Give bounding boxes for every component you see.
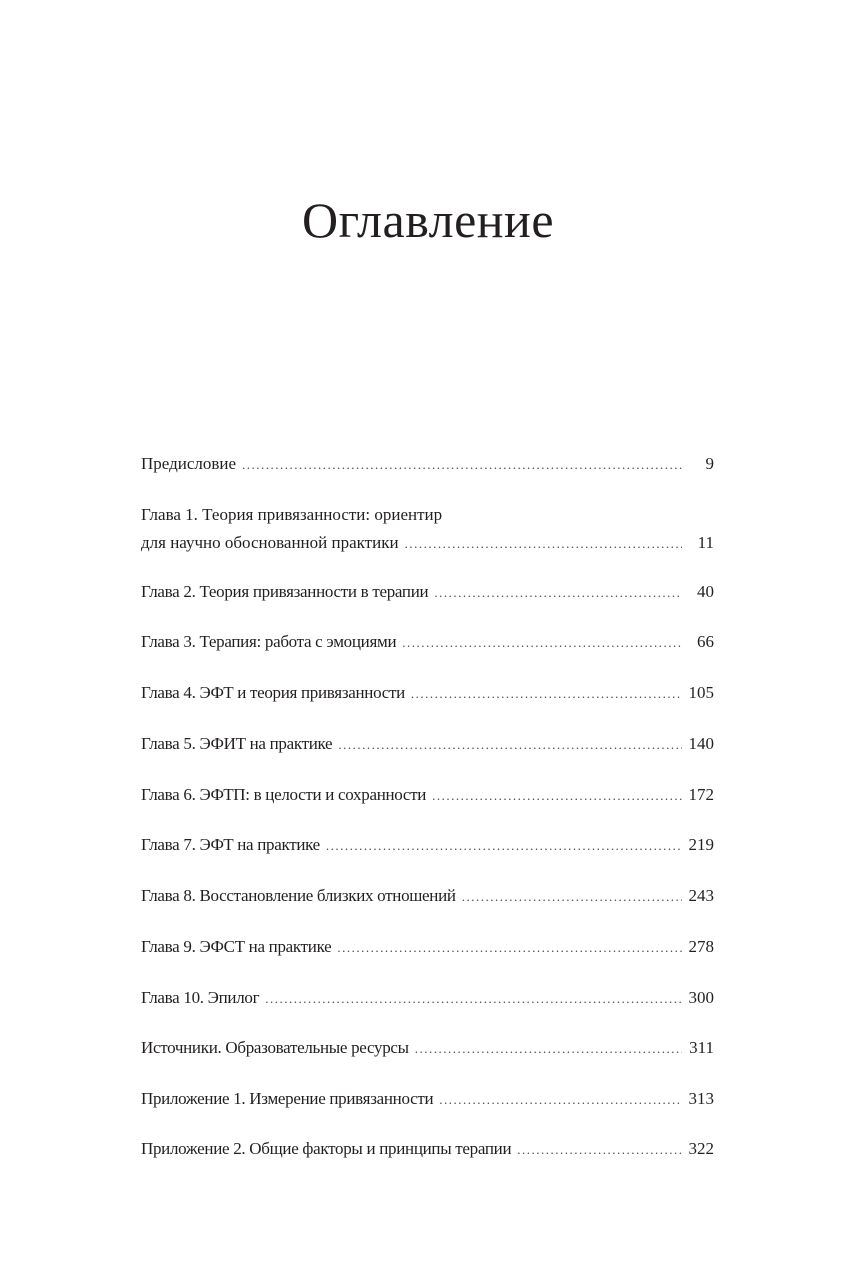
toc-leader-dots bbox=[439, 1086, 682, 1114]
toc-leader-dots bbox=[517, 1136, 682, 1164]
toc-entry-label: Глава 3. Терапия: работа с эмоциями bbox=[141, 632, 397, 651]
toc-entry-label: Глава 6. ЭФТП: в целости и сохранности bbox=[141, 785, 427, 804]
toc-entry-chapter-6[interactable] bbox=[141, 781, 714, 809]
toc-entry-label: Глава 8. Восстановление близких отношений bbox=[141, 886, 456, 905]
toc-entry-label: Приложение 1. Измерение привязанности bbox=[141, 1089, 434, 1108]
toc-page-number: 11 bbox=[697, 533, 714, 552]
toc-entry-chapter-8[interactable] bbox=[141, 882, 714, 910]
toc-entry-label: Глава 10. Эпилог bbox=[141, 988, 260, 1007]
toc-leader-dots bbox=[415, 1035, 682, 1063]
toc-entry-label: Приложение 2. Общие факторы и принципы терапии bbox=[141, 1139, 512, 1158]
toc-entry-label: Глава 7. ЭФТ на практике bbox=[141, 835, 320, 854]
toc-entry-appendix-1[interactable] bbox=[141, 1085, 714, 1113]
toc-leader-dots bbox=[405, 530, 682, 558]
toc-page-number: 322 bbox=[688, 1139, 714, 1158]
toc-entry-preface[interactable] bbox=[141, 450, 714, 478]
toc-leader-dots bbox=[337, 934, 682, 962]
toc-entry-sources[interactable] bbox=[141, 1034, 714, 1062]
toc-leader-dots bbox=[338, 731, 682, 759]
toc-page-number: 105 bbox=[688, 683, 714, 702]
toc-page-number: 140 bbox=[688, 734, 714, 753]
toc-entry-label: Глава 5. ЭФИТ на практике bbox=[141, 734, 333, 753]
toc-page-number: 278 bbox=[688, 937, 714, 956]
toc-page-number: 243 bbox=[688, 886, 714, 905]
toc-page-number: 300 bbox=[688, 988, 714, 1007]
toc-entry-chapter-9[interactable] bbox=[141, 933, 714, 961]
toc-leader-dots bbox=[434, 579, 682, 607]
toc-entry-chapter-2[interactable] bbox=[141, 578, 714, 606]
toc-page-number: 9 bbox=[705, 454, 714, 473]
toc-leader-dots bbox=[265, 985, 682, 1013]
toc-entry-chapter-10[interactable] bbox=[141, 984, 714, 1012]
toc-leader-dots bbox=[462, 883, 682, 911]
toc-page-number: 66 bbox=[697, 632, 714, 651]
toc-entry-appendix-2[interactable] bbox=[141, 1135, 714, 1163]
page-title: Оглавление bbox=[301, 192, 555, 248]
toc-entry-label: Глава 4. ЭФТ и теория привязанности bbox=[141, 683, 405, 702]
toc-entry-chapter-3[interactable] bbox=[141, 628, 714, 656]
toc-entry-label: для научно обоснованной практики bbox=[141, 533, 399, 552]
toc-entry-chapter-4[interactable] bbox=[141, 679, 714, 707]
toc-leader-dots bbox=[326, 832, 682, 860]
toc-entry-chapter-1[interactable] bbox=[141, 501, 714, 557]
toc-leader-dots bbox=[411, 680, 682, 708]
toc-page-number: 172 bbox=[688, 785, 714, 804]
toc-entry-chapter-7[interactable] bbox=[141, 831, 714, 859]
toc-leader-dots bbox=[432, 782, 682, 810]
toc-entry-label-line1: Глава 1. Теория привязанности: ориентир bbox=[141, 505, 443, 524]
toc-page-number: 40 bbox=[697, 582, 714, 601]
toc-entry-chapter-5[interactable] bbox=[141, 730, 714, 758]
toc-page-number: 219 bbox=[688, 835, 714, 854]
toc-entry-label: Глава 9. ЭФСТ на практике bbox=[141, 937, 332, 956]
toc-page-number: 313 bbox=[688, 1089, 714, 1108]
toc-entry-label: Предисловие bbox=[141, 454, 237, 473]
toc-page-number: 311 bbox=[689, 1038, 714, 1057]
toc-entry-label: Источники. Образовательные ресурсы bbox=[141, 1038, 409, 1057]
toc-leader-dots bbox=[242, 451, 682, 479]
toc-entry-label: Глава 2. Теория привязанности в терапии bbox=[141, 582, 429, 601]
toc-leader-dots bbox=[402, 629, 682, 657]
